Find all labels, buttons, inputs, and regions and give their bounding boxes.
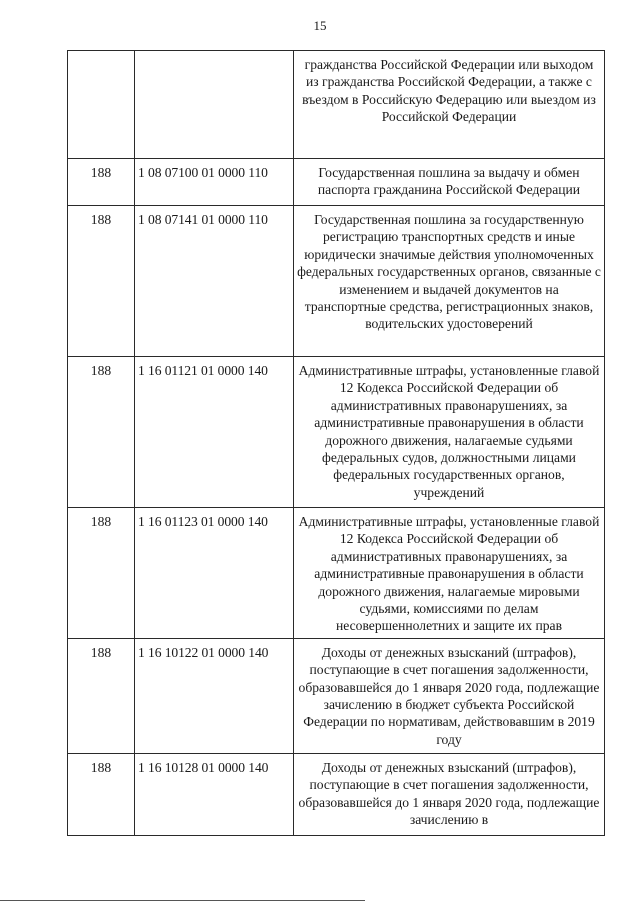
budget-code-cell: 1 16 10128 01 0000 140 bbox=[135, 753, 294, 835]
budget-code-cell: 1 08 07100 01 0000 110 bbox=[135, 159, 294, 206]
budget-code-cell bbox=[135, 51, 294, 159]
revenue-name-cell: Административные штрафы, установленные главой 12 Кодекса Российской Федерации об административных правонарушениях, за административные правонарушения в области дорожного движения, налагаемые судьями федеральных судов, должностными лицами федеральных государственных органов, учреждений bbox=[294, 357, 605, 508]
revenue-codes-table bbox=[67, 50, 605, 836]
table-row bbox=[68, 357, 605, 508]
table-row bbox=[68, 753, 605, 835]
admin-code-cell: 188 bbox=[68, 357, 135, 508]
revenue-name-cell: Государственная пошлина за государственную регистрацию транспортных средств и иные юридически значимые действия уполномоченных федеральных государственных органов, связанные с изменением и выдачей документов на транспортные средства, регистрационных знаков, водительских удостоверений bbox=[294, 206, 605, 357]
table-row bbox=[68, 206, 605, 357]
revenue-name-cell: Государственная пошлина за выдачу и обмен паспорта гражданина Российской Федерации bbox=[294, 159, 605, 206]
table-row bbox=[68, 638, 605, 753]
table-row bbox=[68, 51, 605, 159]
budget-code-cell: 1 16 01123 01 0000 140 bbox=[135, 508, 294, 639]
footnote-divider bbox=[0, 900, 365, 901]
budget-code-cell: 1 16 10122 01 0000 140 bbox=[135, 638, 294, 753]
page-number: 15 bbox=[313, 18, 327, 33]
admin-code-cell: 188 bbox=[68, 159, 135, 206]
admin-code-cell: 188 bbox=[68, 206, 135, 357]
table-row bbox=[68, 508, 605, 639]
table-row bbox=[68, 159, 605, 206]
admin-code-cell: 188 bbox=[68, 638, 135, 753]
revenue-name-cell: Доходы от денежных взысканий (штрафов), поступающие в счет погашения задолженности, образовавшейся до 1 января 2020 года, подлежащие зачислению в бюджет субъекта Российской Федерации по нормативам, действовавшим в 2019 году bbox=[294, 638, 605, 753]
budget-code-cell: 1 16 01121 01 0000 140 bbox=[135, 357, 294, 508]
admin-code-cell: 188 bbox=[68, 753, 135, 835]
admin-code-cell: 188 bbox=[68, 508, 135, 639]
revenue-name-cell: Доходы от денежных взысканий (штрафов), поступающие в счет погашения задолженности, образовавшейся до 1 января 2020 года, подлежащие зачислению в bbox=[294, 753, 605, 835]
revenue-name-cell: гражданства Российской Федерации или выходом из гражданства Российской Федерации, а также с въездом в Российскую Федерацию или выездом из Российской Федерации bbox=[294, 51, 605, 159]
revenue-name-cell: Административные штрафы, установленные главой 12 Кодекса Российской Федерации об административных правонарушениях, за административные правонарушения в области дорожного движения, налагаемые мировыми судьями, комиссиями по делам несовершеннолетних и защите их прав bbox=[294, 508, 605, 639]
budget-code-cell: 1 08 07141 01 0000 110 bbox=[135, 206, 294, 357]
admin-code-cell bbox=[68, 51, 135, 159]
